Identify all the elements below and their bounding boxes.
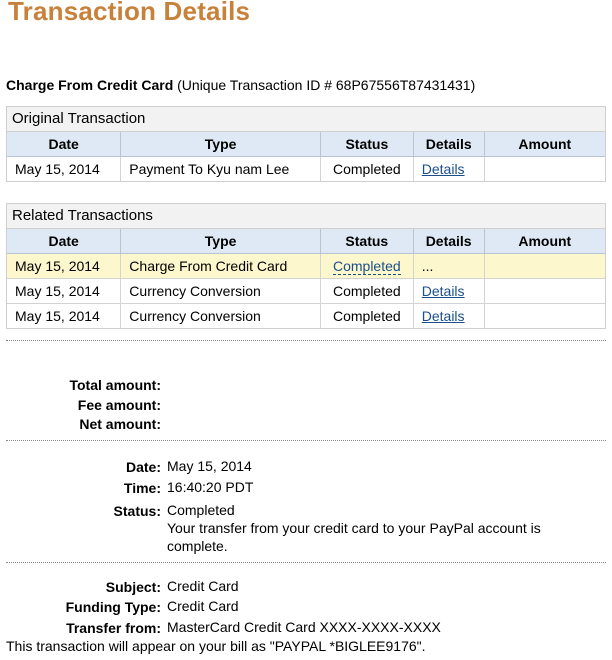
cell-details: [413, 157, 484, 182]
cell-status: Completed: [320, 304, 413, 329]
date-label: Date:: [125, 459, 161, 475]
column-header-status: Status: [320, 229, 413, 254]
column-header-type: Type: [121, 229, 321, 254]
cell-details: [413, 279, 484, 304]
cell-status: [320, 254, 413, 279]
charge-summary: [6, 77, 475, 93]
cell-status: Completed: [320, 279, 413, 304]
table-row: [7, 157, 605, 182]
cell-date: May 15, 2014: [7, 254, 121, 279]
cell-amount: [484, 304, 605, 329]
details-link[interactable]: Details: [421, 161, 465, 177]
column-header-type: Type: [121, 132, 321, 157]
column-header-date: Date: [7, 132, 121, 157]
table-row-current: [7, 254, 605, 279]
status-value: Completed: [167, 502, 235, 518]
cell-type: Currency Conversion: [121, 304, 321, 329]
section-divider: [6, 440, 606, 441]
cell-type: Charge From Credit Card: [121, 254, 321, 279]
cell-details: ...: [413, 254, 484, 279]
related-transactions-table: [7, 229, 605, 328]
column-header-details: Details: [413, 229, 484, 254]
charge-type-label: Charge From Credit Card: [6, 77, 174, 93]
column-header-date: Date: [7, 229, 121, 254]
column-header-details: Details: [413, 132, 484, 157]
table-row: [7, 279, 605, 304]
status-label: Status:: [113, 503, 161, 519]
cell-amount: [484, 279, 605, 304]
cell-date: May 15, 2014: [7, 157, 121, 182]
cell-type: Currency Conversion: [121, 279, 321, 304]
section-divider: [6, 340, 606, 341]
funding-type-label: Funding Type:: [65, 599, 161, 615]
status-note: Your transfer from your credit card to your PayPal account is complete.: [167, 520, 541, 554]
table-header-row: [7, 132, 605, 157]
original-transaction-table: [7, 132, 605, 181]
subject-label: Subject:: [105, 579, 161, 595]
unique-transaction-id: (Unique Transaction ID # 68P67556T87431431): [177, 77, 476, 93]
table-header-row: [7, 229, 605, 254]
total-amount-label: Total amount:: [69, 377, 161, 393]
transfer-from-value: MasterCard Credit Card XXXX-XXXX-XXXX: [167, 619, 441, 635]
subject-value: Credit Card: [167, 578, 239, 594]
column-header-status: Status: [320, 132, 413, 157]
page-title: Transaction Details: [8, 0, 251, 26]
cell-amount: [484, 157, 605, 182]
cell-type: Payment To Kyu nam Lee: [121, 157, 321, 182]
fee-amount-label: Fee amount:: [77, 397, 161, 413]
date-value: May 15, 2014: [167, 458, 252, 474]
transfer-from-label: Transfer from:: [66, 620, 161, 636]
cell-date: May 15, 2014: [7, 304, 121, 329]
status-link[interactable]: Completed: [332, 258, 401, 274]
column-header-amount: Amount: [484, 132, 605, 157]
bill-appearance-note: This transaction will appear on your bill as "PAYPAL *BIGLEE9176".: [6, 638, 426, 654]
time-label: Time:: [123, 480, 161, 496]
cell-date: May 15, 2014: [7, 279, 121, 304]
funding-type-value: Credit Card: [167, 598, 239, 614]
related-transactions-title: Related Transactions: [7, 204, 605, 229]
original-transaction-title: Original Transaction: [7, 107, 605, 132]
time-value: 16:40:20 PDT: [167, 479, 254, 495]
cell-details: [413, 304, 484, 329]
section-divider: [6, 562, 606, 563]
net-amount-label: Net amount:: [79, 416, 161, 432]
details-link[interactable]: Details: [421, 308, 465, 324]
column-header-amount: Amount: [484, 229, 605, 254]
original-transaction-section: [6, 106, 606, 182]
table-row: [7, 304, 605, 329]
cell-status: Completed: [320, 157, 413, 182]
cell-amount: [484, 254, 605, 279]
details-link[interactable]: Details: [421, 283, 465, 299]
related-transactions-section: [6, 203, 606, 329]
